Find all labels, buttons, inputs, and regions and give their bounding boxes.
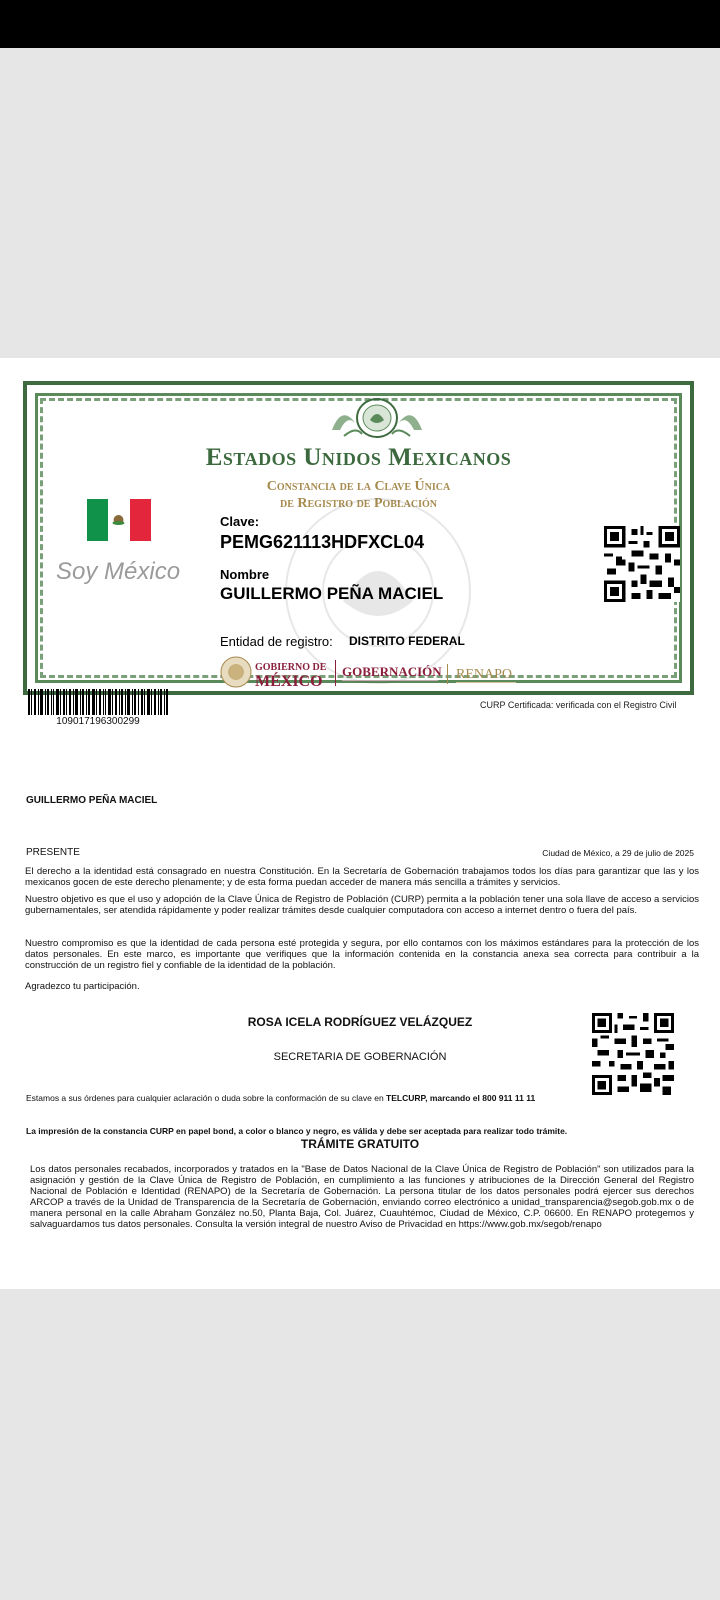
soy-mexico-slogan: Soy México (56, 558, 181, 585)
letter-date: Ciudad de México, a 29 de julio de 2025 (542, 848, 694, 858)
letter-paragraph-1: El derecho a la identidad está consagrado en nuestra Constitución. En la Secretaría de Gobernación trabajamos todos los días para garantizar que las y los mexicanos gocen de este derecho plenamente; y de esta forma puedan acceder de manera más sencilla a trámites y servicios. (25, 866, 699, 888)
clave-value: PEMG621113HDFXCL04 (220, 532, 425, 552)
signer-name: ROSA ICELA RODRÍGUEZ VELÁZQUEZ (247, 1015, 473, 1029)
privacy-notice: Los datos personales recabados, incorporados y tratados en la "Base de Datos Nacional de la Clave Única de Registro de Población" son utilizados para la asignación y gestión de la Clave Única de Registro de Población, en cumplimiento a las funciones y atribuciones de la Dirección General del Registro Nacional de Población e Identidad (RENAPO) de la Secretaría de Gobernación. La persona titular de los datos personales podrá ejercer sus derechos ARCOP a través de la Unidad de Transparencia de la Secretaría de Gobernación, enviando correo electrónico a unidad_transparencia@segob.gob.mx o de manera personal en la calle Abraham González no.50, Planta Baja, Col. Juárez, Cuauhtémoc, Ciudad de México, C.P. 06600. En RENAPO protegemos y salvaguardamos tus datos personales. Consulta la versión integral de nuestro Aviso de Privacidad en https://www.gob.mx/segob/renapo (30, 1164, 694, 1230)
gobernacion-text: GOBERNACIÓN (342, 664, 442, 679)
nombre-value: GUILLERMO PEÑA MACIEL (220, 584, 444, 603)
presente-label: PRESENTE (26, 847, 80, 858)
letter-paragraph-4: Agradezco tu participación. (25, 981, 140, 992)
barcode-icon (28, 689, 168, 715)
document-title-line-2: de Registro de Población (280, 496, 437, 511)
renapo-text: RENAPO (456, 667, 513, 682)
certified-note: CURP Certificada: verificada con el Registro Civil (480, 700, 677, 710)
letter-paragraph-2: Nuestro objetivo es que el uso y adopción de la Clave Única de Registro de Población (CURP) permita a la población tener una sola llave de acceso a servicios gubernamentales, ser atendida rápidamente y poder realizar trámites desde cualquier computadora con acceso a internet dentro o fuera del país. (25, 894, 699, 916)
contact-text: Estamos a sus órdenes para cualquier aclaración o duda sobre la conformación de su clave en (26, 1093, 387, 1103)
qr-code-icon (592, 1013, 674, 1095)
country-title: Estados Unidos Mexicanos (205, 444, 512, 471)
entidad-label: Entidad de registro: (220, 634, 333, 649)
free-procedure-title: TRÁMITE GRATUITO (300, 1137, 420, 1151)
letter-paragraph-3: Nuestro compromiso es que la identidad de cada persona esté protegida y segura, por ello contamos con los máximos estándares para la protección de los datos personales. En este marco, es importante que verifiques que la información contenida en la constancia anexa sea correcta para contribuir a la construcción de un registro fiel y confiable de la identidad de la población. (25, 938, 699, 971)
entidad-value: DISTRITO FEDERAL (349, 634, 465, 648)
gobierno-de-text: GOBIERNO DE (255, 662, 327, 673)
letter-addressee: GUILLERMO PEÑA MACIEL (26, 795, 158, 806)
mexico-flag-icon (87, 499, 151, 541)
contact-phone: TELCURP, marcando el 800 911 11 11 (386, 1093, 536, 1103)
document-page (0, 358, 720, 1289)
clave-label: Clave: (220, 514, 260, 529)
national-crest-icon (328, 396, 426, 440)
government-logos (220, 656, 540, 690)
certificate-inner-frame (35, 393, 682, 690)
print-validity-note: La impresión de la constancia CURP en papel bond, a color o blanco y negro, es válida y debe ser aceptada para realizar todo trámite. (26, 1126, 568, 1136)
signer-role: SECRETARIA DE GOBERNACIÓN (273, 1051, 447, 1063)
curp-certificate (23, 381, 694, 695)
document-title-line-1: Constancia de la Clave Única (266, 479, 451, 494)
barcode-number: 109017196300299 (56, 716, 140, 727)
nombre-label: Nombre (220, 567, 270, 582)
mexico-text: MÉXICO (255, 673, 323, 690)
qr-code-icon (604, 526, 680, 602)
contact-line (26, 1093, 535, 1103)
status-bar (0, 0, 720, 48)
